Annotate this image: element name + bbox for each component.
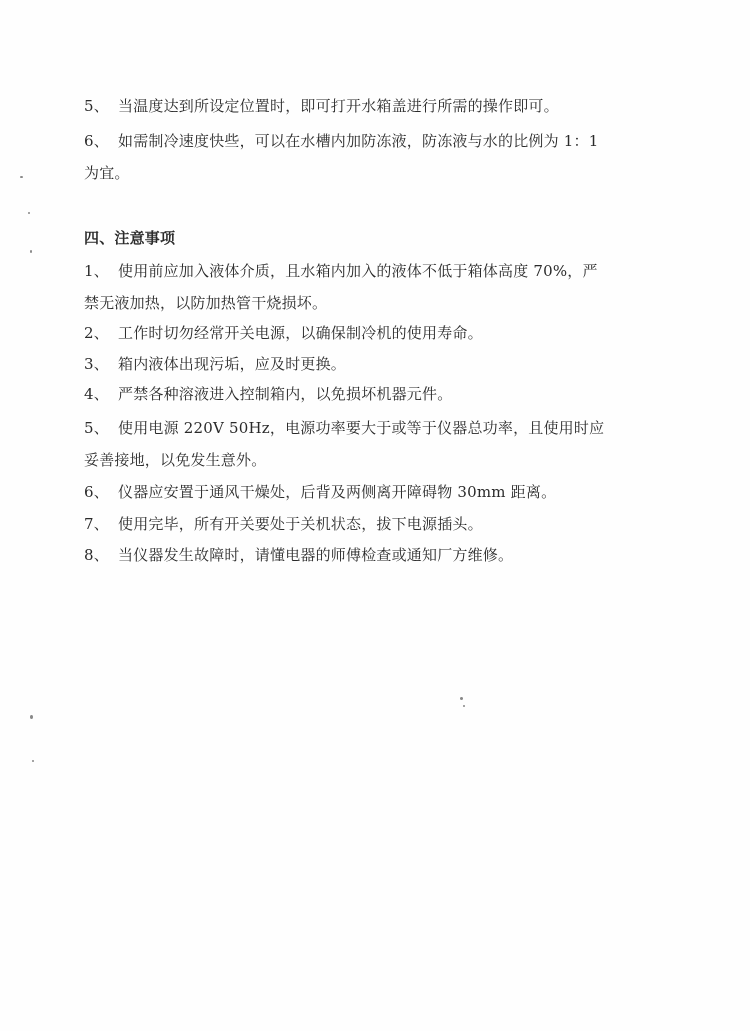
note-text: 使用电源 220V 50Hz，电源功率要大于或等于仪器总功率，且使用时应 xyxy=(118,419,605,437)
step-number: 5、 xyxy=(84,97,109,115)
note-text: 严禁各种溶液进入控制箱内，以免损坏机器元件。 xyxy=(118,385,453,403)
note-item-1 xyxy=(84,261,598,281)
note-text: 使用完毕，所有开关要处于关机状态，拔下电源插头。 xyxy=(118,515,483,533)
note-number: 3、 xyxy=(84,355,109,373)
note-text: 工作时切勿经常开关电源，以确保制冷机的使用寿命。 xyxy=(118,324,483,342)
step-text: 如需制冷速度快些，可以在水槽内加防冻液，防冻液与水的比例为 1：1 xyxy=(118,132,599,150)
note-number: 2、 xyxy=(84,324,109,342)
note-item-7 xyxy=(84,514,483,534)
step-number: 6、 xyxy=(84,132,109,150)
step-5 xyxy=(84,96,559,116)
step-text-continuation: 为宜。 xyxy=(84,164,130,182)
scan-speck xyxy=(32,760,34,762)
section-heading: 四、注意事项 xyxy=(84,229,176,247)
note-number: 8、 xyxy=(84,546,109,564)
note-item-1-continuation xyxy=(84,293,327,313)
note-text: 使用前应加入液体介质，且水箱内加入的液体不低于箱体高度 70%，严 xyxy=(118,262,598,280)
note-item-5 xyxy=(84,418,604,438)
step-6-continuation xyxy=(84,163,130,183)
note-item-8 xyxy=(84,545,513,565)
scan-speck xyxy=(20,176,23,178)
note-text: 仪器应安置于通风干燥处，后背及两侧离开障碍物 30mm 距离。 xyxy=(118,483,557,501)
scan-speck xyxy=(30,715,33,719)
scan-speck xyxy=(28,212,30,214)
note-number: 1、 xyxy=(84,262,109,280)
note-text-continuation: 妥善接地，以免发生意外。 xyxy=(84,451,267,469)
note-number: 5、 xyxy=(84,419,109,437)
note-number: 7、 xyxy=(84,515,109,533)
scan-speck xyxy=(30,250,32,253)
note-text: 当仪器发生故障时，请懂电器的师傅检查或通知厂方维修。 xyxy=(118,546,514,564)
note-number: 4、 xyxy=(84,385,109,403)
note-text: 箱内液体出现污垢，应及时更换。 xyxy=(118,355,347,373)
note-item-2 xyxy=(84,323,483,343)
scan-speck xyxy=(463,705,465,707)
note-text-continuation: 禁无液加热，以防加热管干烧损坏。 xyxy=(84,294,328,312)
note-number: 6、 xyxy=(84,483,109,501)
note-item-3 xyxy=(84,354,346,374)
note-item-5-continuation xyxy=(84,450,266,470)
step-text: 当温度达到所设定位置时，即可打开水箱盖进行所需的操作即可。 xyxy=(118,97,559,115)
scan-speck xyxy=(460,697,463,700)
step-6 xyxy=(84,131,598,151)
note-item-6 xyxy=(84,482,556,502)
note-item-4 xyxy=(84,384,452,404)
